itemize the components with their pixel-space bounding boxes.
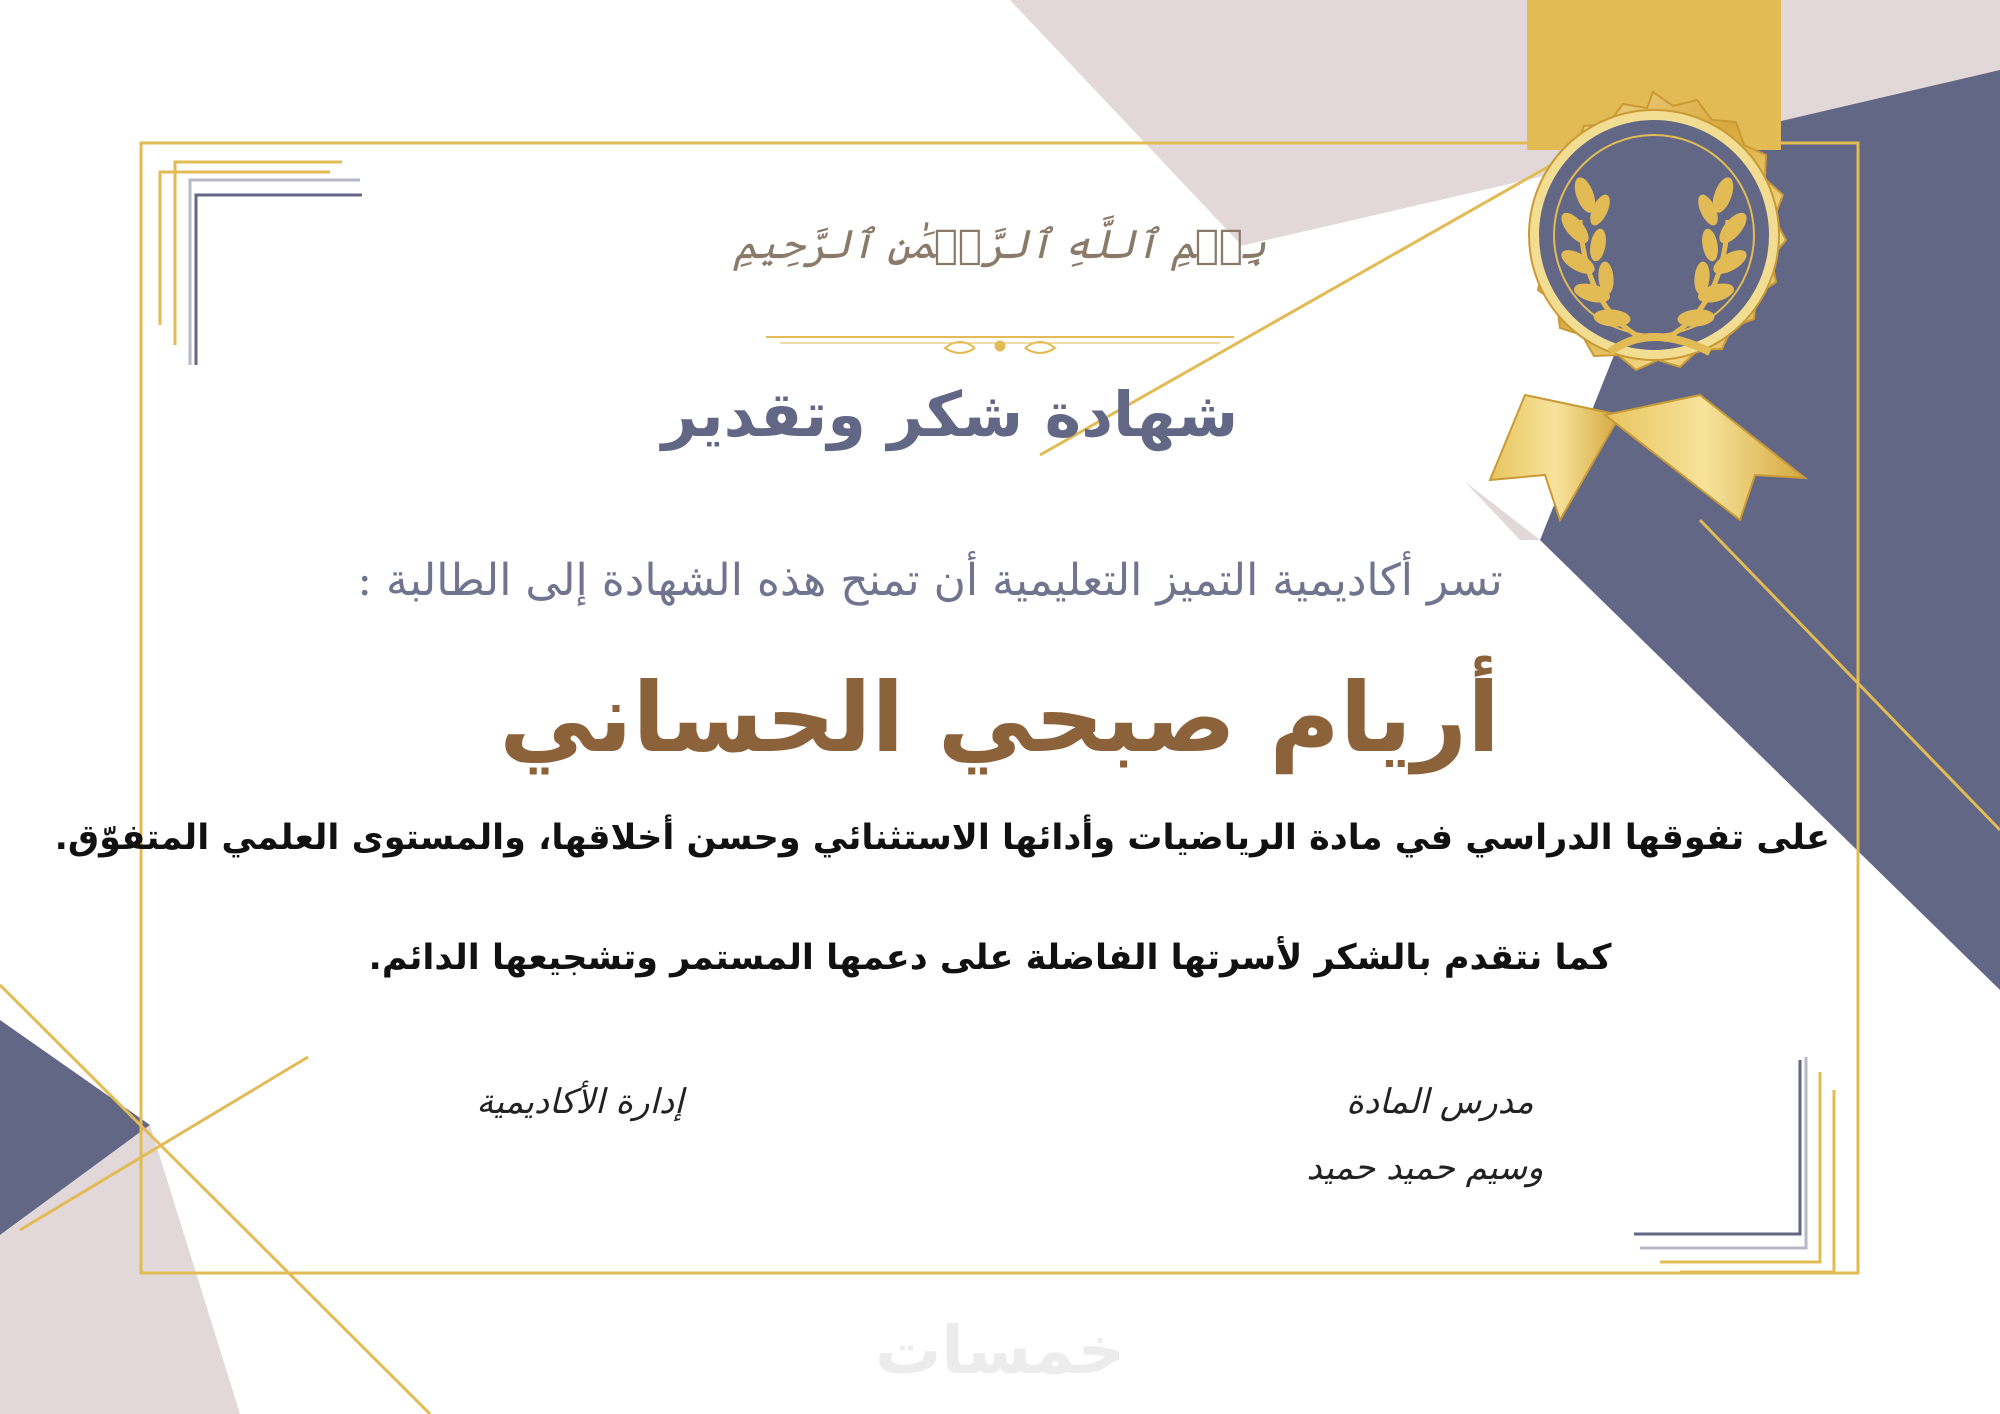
reason-line-2: كما نتقدم بالشكر لأسرتها الفاضلة على دعمها المستمر وتشجيعها الدائم. bbox=[368, 938, 1612, 978]
admin-title: إدارة الأكاديمية bbox=[476, 1082, 684, 1122]
ornament-divider-icon bbox=[766, 337, 1234, 353]
watermark: خمسات bbox=[874, 1312, 1126, 1389]
corner-accent-bottom-right bbox=[1634, 1057, 1834, 1272]
certificate-title: شهادة شكر وتقدير bbox=[661, 378, 1239, 451]
teacher-name: وسيم حميد حميد bbox=[1306, 1148, 1544, 1188]
bismillah-calligraphy: بِسۡمِ ٱللَّهِ ٱلرَّحۡمَٰنِ ٱلرَّحِيمِ bbox=[733, 222, 1267, 268]
teacher-title: مدرس المادة bbox=[1346, 1082, 1534, 1122]
corner-accent-top-left bbox=[160, 162, 362, 365]
intro-text: تسر أكاديمية التميز التعليمية أن تمنح هذه الشهادة إلى الطالبة : bbox=[357, 555, 1503, 606]
reason-line-1: على تفوقها الدراسي في مادة الرياضيات وأدائها الاستثنائي وحسن أخلاقها، والمستوى العلمي المتفوّق. bbox=[54, 818, 1830, 858]
student-name: أريام صبحي الحساني bbox=[499, 662, 1500, 774]
